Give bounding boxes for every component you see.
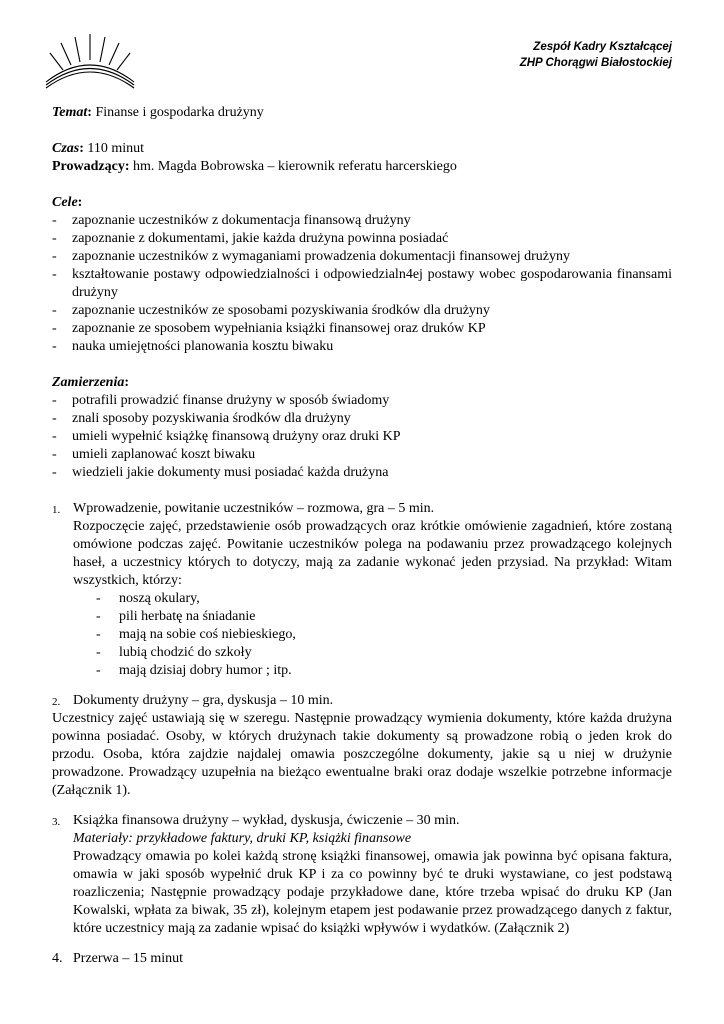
section-title: Przerwa – 15 minut bbox=[73, 951, 184, 966]
sun-logo bbox=[44, 32, 136, 90]
section-materials: Materiały: przykładowe faktury, druki KP, książki finansowe bbox=[73, 831, 412, 846]
topic-line: Temat: Finanse i gospodarka drużyny bbox=[52, 105, 264, 120]
org-line-2: ZHP Chorągwi Białostockiej bbox=[519, 57, 672, 69]
aim-item: - znali sposoby pozyskiwania środków dla drużyny bbox=[52, 411, 351, 426]
aim-item: - umieli wypełnić książkę finansową drużyny oraz druki KP bbox=[52, 429, 401, 444]
section-3: 3. Książka finansowa drużyny – wykład, dyskusja, ćwiczenie – 30 min. Materiały: przykładowe faktury, druki KP, książki finansowe Prowadzący omawia po kolei każdą stronę książki finansowej, omawia jak powinna być opisana faktura, omawia w jaki sposób wypełnić druk KP i za co powinny być te druki wystawiane, co jest podstawą roazliczenia; Następnie prowadzący podaje przykładowe dane, które trzeba wpisać do druku KP (Jan Kowalski, wpłata za biwak, 35 zł), kolejnym etapem jest podawanie przez prowadzącego danych z faktur, które uczestnicy mają za zadanie wpisać do książki wpływów i wydatków. (Załącznik 2) bbox=[52, 813, 672, 936]
aim-item: - wiedzieli jakie dokumenty musi posiadać każda drużyna bbox=[52, 465, 389, 480]
time-label: Czas bbox=[52, 141, 80, 156]
section-title: Książka finansowa drużyny – wykład, dyskusja, ćwiczenie – 30 min. bbox=[73, 813, 460, 828]
time-line: Czas: 110 minut bbox=[52, 141, 145, 156]
document-body bbox=[52, 104, 672, 968]
aims-heading: Zamierzenia: bbox=[52, 375, 130, 390]
goal-item: - zapoznanie z dokumentami, jakie każda drużyna powinna posiadać bbox=[52, 231, 449, 246]
section-body: Uczestnicy zajęć ustawiają się w szeregu. Następnie prowadzący wymienia dokumenty, które każda drużyna powinna posiadać. Osoby, w których drużynach takie dokumenty są prowadzone robią o jeden krok do przodu. Osoba, która zajdzie najdalej omawia poszczególne dokumenty, jakie są u niej w drużynie prowadzone. Prowadzący uzupełnia na bieżąco ewentualne braki oraz dodaje wszelkie potrzebne informacje (Załącznik 1). bbox=[52, 711, 672, 798]
sub-item: - pili herbatę na śniadanie bbox=[96, 609, 256, 624]
section-body: Prowadzący omawia po kolei każdą stronę książki finansowej, omawia jak powinna być opisana faktura, omawia w jaki sposób wypełnić druk KP i za co powinny być te druki wystawiane, co jest podstawą roazliczenia; Następnie prowadzący podaje przykładowe dane, które trzeba wpisać do druku KP (Jan Kowalski, wpłata za biwak, 35 zł), kolejnym etapem jest podawanie przez prowadzącego danych z faktur, które uczestnicy mają za zadanie wpisać do książki wpływów i wydatków. (Załącznik 2) bbox=[73, 849, 672, 936]
section-title: Wprowadzenie, powitanie uczestników – rozmowa, gra – 5 min. bbox=[73, 501, 435, 516]
section-body: Rozpoczęcie zajęć, przedstawienie osób prowadzących oraz krótkie omówienie zagadnień, które zostaną omówione podczas zajęć. Powitanie uczestników polega na podawaniu przez prowadzącego kolejnych haseł, a uczestnicy których to dotyczy, mają za zadanie wykonać jeden przysiad. Na przykład: Witam wszystkich, którzy: bbox=[73, 519, 672, 588]
sub-item: - lubią chodzić do szkoły bbox=[96, 645, 252, 660]
topic-label: Temat bbox=[52, 105, 88, 120]
section-title: Dokumenty drużyny – gra, dyskusja – 10 min. bbox=[73, 693, 334, 708]
goal-item: - zapoznanie uczestników z dokumentacja finansową drużyny bbox=[52, 213, 411, 228]
lead-value: hm. Magda Bobrowska – kierownik referatu harcerskiego bbox=[133, 159, 457, 174]
lead-line bbox=[52, 158, 672, 176]
organization-header bbox=[520, 39, 672, 71]
sub-item: - mają na sobie coś niebieskiego, bbox=[96, 627, 296, 642]
sub-item: - mają dzisiaj dobry humor ; itp. bbox=[96, 663, 292, 678]
lead-label: Prowadzący: bbox=[52, 159, 130, 174]
goal-item: - zapoznanie ze sposobem wypełniania książki finansowej oraz druków KP bbox=[52, 321, 486, 336]
section-2: 2. Dokumenty drużyny – gra, dyskusja – 10 min. bbox=[52, 692, 672, 710]
time-value: 110 minut bbox=[87, 141, 145, 156]
goal-item: - zapoznanie uczestników z wymaganiami prowadzenia dokumentacji finansowej drużyny bbox=[52, 249, 570, 264]
goals-heading: Cele: bbox=[52, 195, 83, 210]
goal-item: - zapoznanie uczestników ze sposobami pozyskiwania środków dla drużyny bbox=[52, 303, 490, 318]
org-line-1: Zespół Kadry Kształcącej bbox=[533, 41, 672, 53]
topic-value: Finanse i gospodarka drużyny bbox=[95, 105, 264, 120]
section-1: 1. Wprowadzenie, powitanie uczestników – rozmowa, gra – 5 min. Rozpoczęcie zajęć, przedstawienie osób prowadzących oraz krótkie omówienie zagadnień, które zostaną omówione podczas zajęć. Powitanie uczestników polega na podawaniu przez prowadzącego kolejnych haseł, a uczestnicy których to dotyczy, mają za zadanie wykonać jeden przysiad. Na przykład: Witam wszystkich, którzy: bbox=[52, 501, 672, 588]
section-4: 4. Przerwa – 15 minut bbox=[52, 950, 672, 968]
sub-item: - noszą okulary, bbox=[96, 591, 200, 606]
aim-item: - umieli zaplanować koszt biwaku bbox=[52, 447, 256, 462]
goal-item: - nauka umiejętności planowania kosztu biwaku bbox=[52, 339, 334, 354]
goal-item: - kształtowanie postawy odpowiedzialności i odpowiedzialn4ej postawy wobec gospodarowania finansami drużyny bbox=[52, 267, 672, 300]
aim-item: - potrafili prowadzić finanse drużyny w sposób świadomy bbox=[52, 393, 390, 408]
